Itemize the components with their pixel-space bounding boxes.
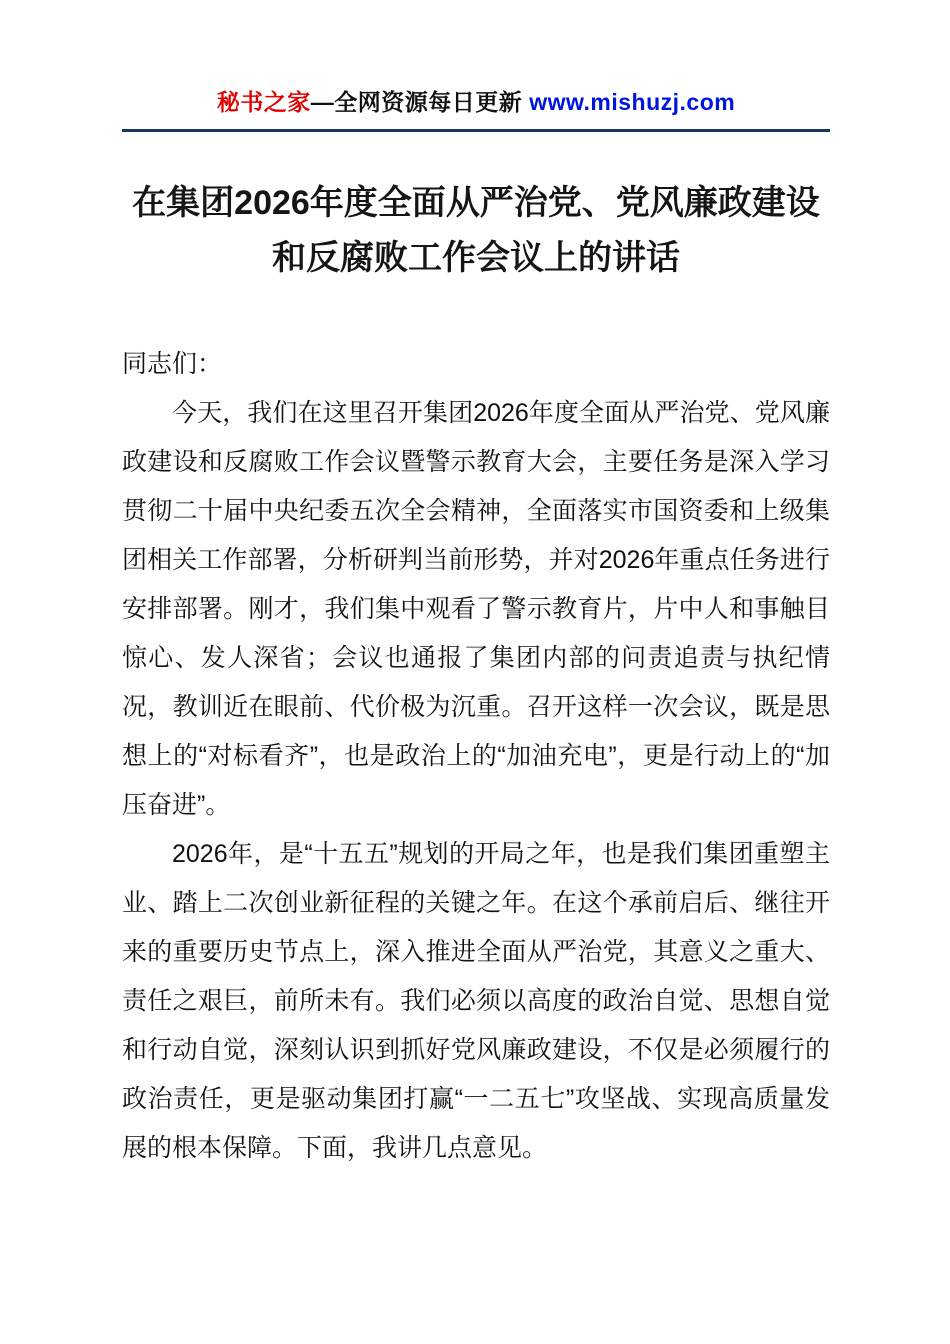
paragraph-1: 今天，我们在这里召开集团2026年度全面从严治党、党风廉政建设和反腐败工作会议暨警示教育大会，主要任务是深入学习贯彻二十届中央纪委五次全会精神，全面落实市国资委和上级集团相关工作部署，分析研判当前形势，并对2026年重点任务进行安排部署。刚才，我们集中观看了警示教育片，片中人和事触目惊心、发人深省；会议也通报了集团内部的问责追责与执纪情况，教训近在眼前、代价极为沉重。召开这样一次会议，既是思想上的“对标看齐”，也是政治上的“加油充电”，更是行动上的“加压奋进”。 xyxy=(122,399,830,820)
header-divider xyxy=(122,129,830,132)
salutation: 同志们： xyxy=(122,350,223,379)
document-title: 在集团2026年度全面从严治党、党风廉政建设和反腐败工作会议上的讲话 xyxy=(132,184,820,278)
paragraph-2: 2026年，是“十五五”规划的开局之年，也是我们集团重塑主业、踏上二次创业新征程的关键之年。在这个承前启后、继往开来的重要历史节点上，深入推进全面从严治党，其意义之重大、责任之艰巨，前所未有。我们必须以高度的政治自觉、思想自觉和行动自觉，深刻认识到抓好党风廉政建设，不仅是必须履行的政治责任，更是驱动集团打赢“一二五七”攻坚战、实现高质量发展的根本保障。下面，我讲几点意见。 xyxy=(122,840,830,1163)
document-body xyxy=(122,340,830,1173)
site-tagline: —全网资源每日更新 xyxy=(310,89,530,115)
site-name: 秘书之家 xyxy=(216,89,311,115)
site-url-link[interactable]: www.mishuzj.com xyxy=(529,89,736,115)
site-header xyxy=(122,84,830,117)
